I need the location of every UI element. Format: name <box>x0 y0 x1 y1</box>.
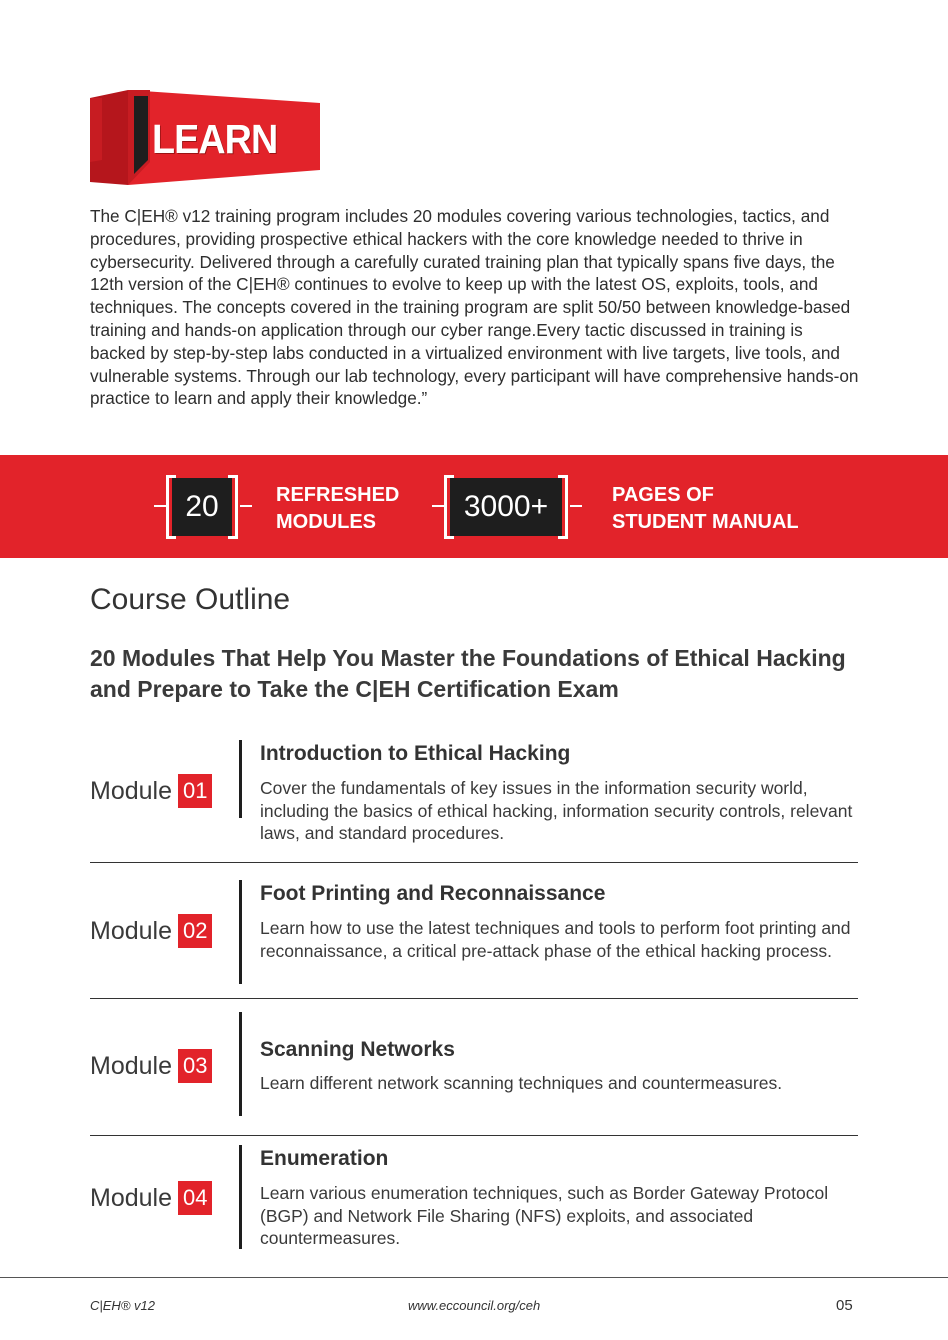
module-02 <box>90 880 858 990</box>
footer-divider <box>0 1277 948 1278</box>
module-04-label <box>90 1181 212 1215</box>
module-01-description: Cover the fundamentals of key issues in the information security world, including the basics of ethical hacking, information security controls, relevant laws, and standard procedures. <box>260 778 853 843</box>
stat-1-label <box>276 482 399 536</box>
footer-product: C|EH® v12 <box>90 1298 155 1313</box>
intro-paragraph: The C|EH® v12 training program includes 20 modules covering various technologies, tactics, and procedures, providing prospective ethical hackers with the core knowledge needed to thrive in cybersecurity. Delivered through a carefully curated training plan that typically spans five days, the 12th version of the C|EH® continues to evolve to keep up with the latest OS, exploits, tools, and techniques. The concepts covered in the training program are split 50/50 between knowledge-based training and hands-on application through our cyber range.Every tactic discussed in training is backed by step-by-step labs conducted in a virtualized environment with live targets, live tools, and vulnerable systems. Through our lab technology, every participant will have comprehensive hands-on practice to learn and apply their knowledge.” <box>90 206 859 409</box>
stat-2-right-bracket <box>558 475 568 539</box>
stat-2-label-line1: PAGES OF <box>612 484 714 506</box>
module-01-title: Introduction to Ethical Hacking <box>260 742 571 765</box>
module-04 <box>90 1145 858 1255</box>
module-separator-3 <box>90 1135 858 1136</box>
stat-1-value: 20 <box>172 478 232 536</box>
stat-2-right-tick <box>570 505 582 507</box>
module-02-title: Foot Printing and Reconnaissance <box>260 882 606 905</box>
stat-2-label-line2: STUDENT MANUAL <box>612 511 799 533</box>
module-02-number: 02 <box>178 914 212 948</box>
module-02-divider <box>239 880 242 984</box>
stat-1-right-bracket <box>228 475 238 539</box>
stat-1-right-tick <box>240 505 252 507</box>
module-03-divider <box>239 1012 242 1116</box>
module-separator-2 <box>90 998 858 999</box>
stat-1-label-line1: REFRESHED <box>276 484 400 506</box>
learn-badge <box>90 90 320 185</box>
module-01-word: Module <box>90 776 172 805</box>
module-03-description: Learn different network scanning techniques and countermeasures. <box>260 1073 783 1093</box>
footer-url[interactable]: www.eccouncil.org/ceh <box>408 1298 541 1313</box>
module-03-title: Scanning Networks <box>260 1038 455 1061</box>
module-separator-1 <box>90 862 858 863</box>
learn-badge-text: LEARN <box>152 116 278 162</box>
module-01-label <box>90 774 212 808</box>
stats-band <box>0 455 948 558</box>
module-03-number: 03 <box>178 1049 212 1083</box>
module-04-title: Enumeration <box>260 1147 389 1170</box>
stat-1-left-tick <box>154 505 166 507</box>
course-outline-subheading: 20 Modules That Help You Master the Foundations of Ethical Hacking and Prepare to Take the C|EH Certification Exam <box>90 645 846 702</box>
module-01-number: 01 <box>178 774 212 808</box>
module-01-divider <box>239 740 242 818</box>
page-number: 05 <box>836 1297 853 1314</box>
module-03 <box>90 1012 858 1117</box>
module-03-word: Module <box>90 1051 172 1080</box>
module-02-word: Module <box>90 916 172 945</box>
module-04-description: Learn various enumeration techniques, such as Border Gateway Protocol (BGP) and Network File Sharing (NFS) exploits, and associated countermeasures. <box>260 1183 829 1248</box>
module-04-word: Module <box>90 1183 172 1212</box>
module-01 <box>90 740 858 858</box>
stat-2-value: 3000+ <box>450 478 562 536</box>
module-03-label <box>90 1049 212 1083</box>
module-02-description: Learn how to use the latest techniques and tools to perform foot printing and reconnaissance, a critical pre-attack phase of the ethical hacking process. <box>260 918 851 961</box>
stat-1-label-line2: MODULES <box>276 511 376 533</box>
module-02-label <box>90 914 212 948</box>
module-04-divider <box>239 1145 242 1249</box>
stat-2-label <box>612 482 799 536</box>
stat-2-left-tick <box>432 505 444 507</box>
module-04-number: 04 <box>178 1181 212 1215</box>
course-outline-heading: Course Outline <box>90 583 291 616</box>
